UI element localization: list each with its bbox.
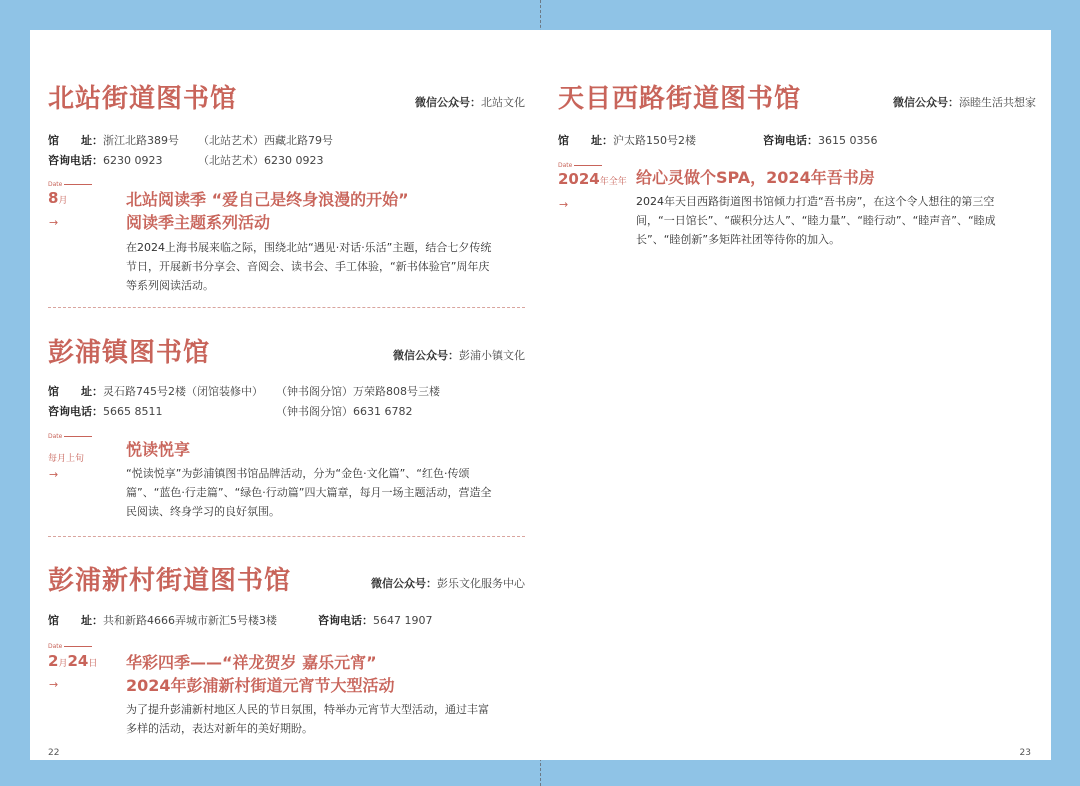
date-tag: Date <box>48 181 63 188</box>
address-line: 馆 址：灵石路745号2楼（闭馆装修中） （钟书阁分馆）万荣路808号三楼 <box>48 385 440 398</box>
library-section-beizhan <box>48 78 525 328</box>
section-divider <box>48 307 525 308</box>
section-divider <box>48 536 525 537</box>
event-description: 为了提升彭浦新村地区人民的节日氛围，特举办元宵节大型活动，通过丰富多样的活动，表达对新年的美好期盼。 <box>126 703 489 735</box>
library-title: 彭浦镇图书馆 <box>48 338 211 368</box>
wechat-account: 微信公众号：添睦生活共想家 <box>893 96 1036 109</box>
event-title: 北站阅读季 “爱自己是终身浪漫的开始” 阅读季主题系列活动 <box>126 190 409 232</box>
phone-line: 咨询电话：6230 0923 （北站艺术）6230 0923 <box>48 154 324 167</box>
arrow-icon: → <box>49 468 59 481</box>
address-line: 馆 址：浙江北路389号 （北站艺术）西藏北路79号 <box>48 134 333 147</box>
library-section-pengpu-town <box>48 332 525 532</box>
address-line: 馆 址：沪太路150号2楼 咨询电话：3615 0356 <box>558 134 878 147</box>
phone-line: 咨询电话：5665 8511 （钟书阁分馆）6631 6782 <box>48 405 413 418</box>
date-tag: Date <box>48 433 63 440</box>
event-date: 2024年全年 <box>558 170 627 188</box>
wechat-account: 微信公众号：彭浦小镇文化 <box>393 349 525 362</box>
right-page <box>540 30 1051 760</box>
event-description: “悦读悦享”为彭浦镇图书馆品牌活动，分为“金色·文化篇”、“红色·传颂篇”、“蓝色·行走篇”、“绿色·行动篇”四大篇章，每月一场主题活动，营造全民阅读、终身学习的良好氛围。 <box>126 467 492 518</box>
arrow-icon: → <box>49 216 59 229</box>
library-section-pengpu-xincun <box>48 560 525 770</box>
date-tag: Date <box>48 643 63 650</box>
date-tag: Date <box>558 162 573 169</box>
event-title: 给心灵做个SPA，2024年吾书房 <box>636 168 875 187</box>
page-number: 23 <box>1019 748 1031 758</box>
left-page <box>30 30 540 760</box>
event-description: 2024年天目西路街道图书馆倾力打造“吾书房”，在这个令人想往的第三空间，“一日馆长”、“碳积分达人”、“睦力量”、“睦行动”、“睦声音”、“睦成长”、“睦创新”多矩阵社团等待你的加入。 <box>636 195 996 246</box>
library-title: 北站街道图书馆 <box>48 84 238 114</box>
wechat-account: 微信公众号：彭乐文化服务中心 <box>371 577 525 590</box>
event-description: 在2024上海书展来临之际，围绕北站“遇见·对话·乐活”主题，结合七夕传统节日，开展新书分享会、音阅会、读书会、手工体验，“新书体验官”周年庆等系列阅读活动。 <box>126 241 492 292</box>
arrow-icon: → <box>559 198 569 211</box>
library-title: 天目西路街道图书馆 <box>558 84 802 114</box>
wechat-account: 微信公众号：北站文化 <box>415 96 525 109</box>
event-title: 悦读悦享 <box>126 440 191 459</box>
library-section-tianmu-xilu <box>558 78 1036 298</box>
arrow-icon: → <box>49 678 59 691</box>
event-date: 每月上旬 <box>48 454 85 464</box>
page-number: 22 <box>48 748 60 758</box>
event-date: 8月 <box>48 189 68 207</box>
address-line: 馆 址：共和新路4666弄城市新汇5号楼3楼 咨询电话：5647 1907 <box>48 614 433 627</box>
event-title: 华彩四季——“祥龙贺岁 嘉乐元宵” 2024年彭浦新村街道元宵节大型活动 <box>126 653 395 695</box>
library-title: 彭浦新村街道图书馆 <box>48 566 292 596</box>
event-date: 2月24日 <box>48 652 98 670</box>
